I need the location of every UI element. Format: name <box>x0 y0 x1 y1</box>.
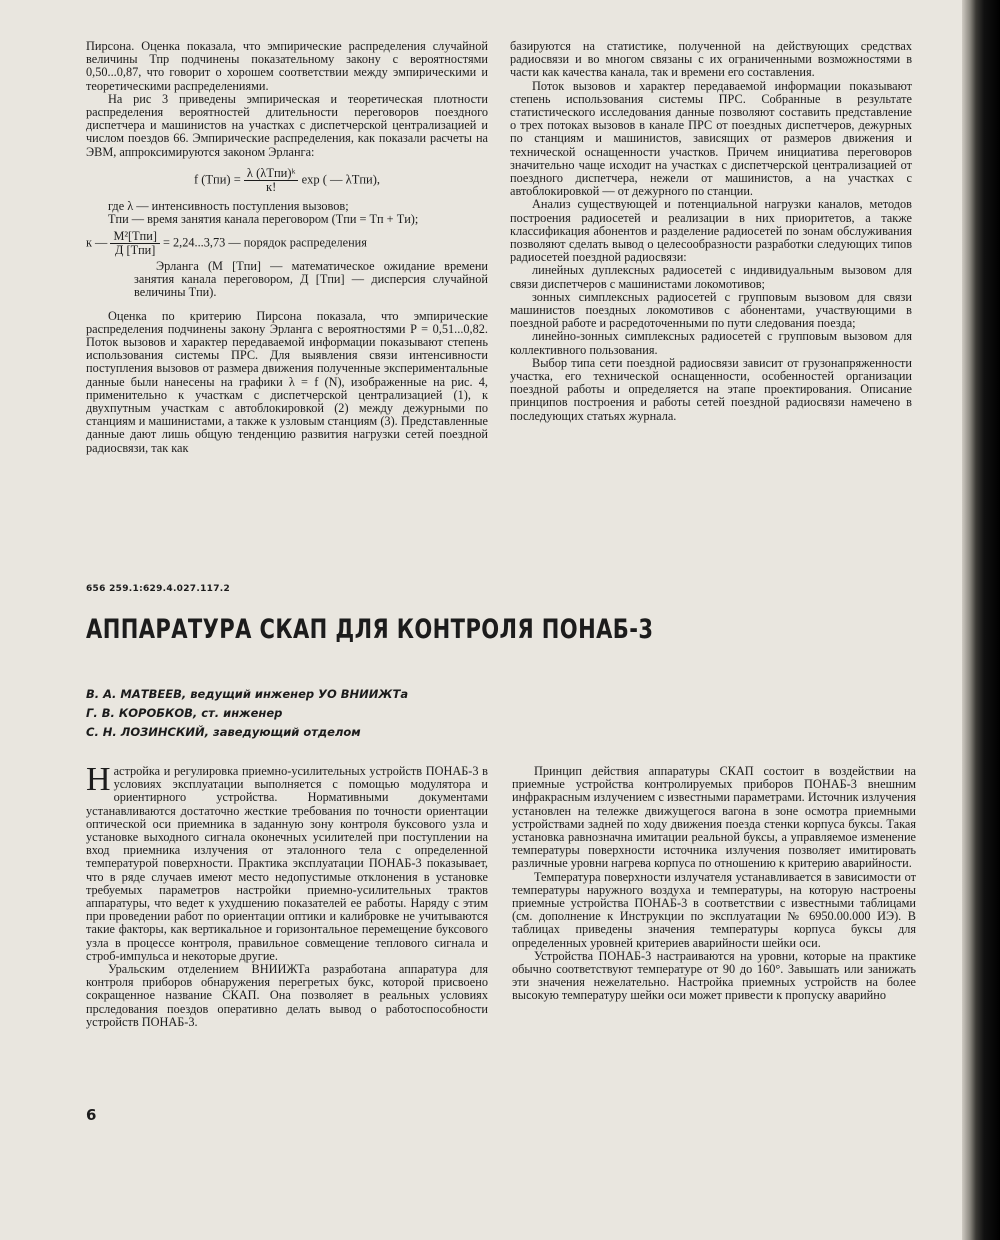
where-k-numerator: M²[Tпи] <box>110 230 159 244</box>
erlang-formula <box>86 167 488 194</box>
paragraph <box>86 761 488 963</box>
where-k-rhs: = 2,24...3,73 — порядок распределения <box>163 235 367 250</box>
paragraph: Устройства ПОНАБ-3 настраиваются на уровни, которые на практике обычно соответствуют температуре от 90 до 160°. Завышать или занижать эти значения нежелательно. Настройка приемных устройств на более высокую температуру шейки оси может привести к пропуску аварийно <box>512 948 916 1003</box>
list-paragraph: линейных дуплексных радиосетей с индивидуальным вызовом для связи диспетчеров с машинистами локомотивов; <box>510 263 912 291</box>
where-k-fraction <box>110 230 159 257</box>
formula-numerator: λ (λTпи)ᵏ <box>244 167 299 181</box>
formula-where-t: Tпи — время занятия канала переговором (Tпи = Tп + Tи); <box>108 212 419 227</box>
formula-denominator: к! <box>266 180 277 195</box>
paragraph: Поток вызовов и характер передаваемой информации показывают степень использования системы ПРС. Собранные в результате статистического исследования данные позволяют составить представление о трех потоках вызовов в канале ПРС от поездных диспетчеров, дежурных по станциям и машинистов, зависящих от размеров движения и технической оснащенности участков. Причем инициатива переговоров значительно чаще исходит на участках с диспетчерской централизацией от поездного диспетчера, нежели от машинистов, а на участках с автоблокировкой — от дежурного по станции. <box>510 78 912 199</box>
paragraph: Оценка по критерию Пирсона показала, что эмпирические распределения подчинены закону Эрланга с вероятностями P = 0,51...0,82. Поток вызовов и характер передаваемой информации показывают степень использования системы ПРС. Для выявления связи интенсивности поступления вызовов от размера движения полученные экспериментальные данные были нанесены на графики λ = f (N), изображенные на рис. 4, применительно к участкам с диспетчерской централизацией (1), к двухпутным участкам с автоблокировкой (2) между дежурными по станциям и машинистами, а также к узловым станциям (3). Представленные данные дают лишь общую тенденцию развития нагрузки сетей поездной радиосвязи, так как <box>86 308 488 455</box>
page-number: 6 <box>86 1106 97 1124</box>
book-spine-shadow <box>962 0 1000 1240</box>
paragraph-text: астройка и регулировка приемно-усилительных устройств ПОНАБ-3 в условиях эксплуатации выполняется с помощью модулятора и ориентирного устройства. Нормативными документами устанавливаются достаточно жесткие требования по точности ориентации оптической оси приемника в заданную зону контроля буксового узла и установке выходного сигнала оконечных усилителей при поступлении на вход приемника излучения от эталонного тела с определенной температурой поверхности. Практика эксплуатации ПОНАБ-3 показывает, что в ряде случаев имеют место недопустимые отклонения в установке требуемых параметров настройки приемно-усилительных трактов аппаратуры, что ведет к ухудшению показателей ее работы. Наряду с этим при проведении работ по ориентации оптики и калибровке не учитываются такие факторы, как вертикальное и горизонтальное перемещение буксового узла в процессе контроля, правильное совмещение теплового сигнала и строб-импульса и некоторые другие. <box>86 764 488 963</box>
list-paragraph: линейно-зонных симплексных радиосетей с групповым вызовом для коллективного пользования. <box>510 329 912 357</box>
paragraph: Выбор типа сети поездной радиосвязи зависит от грузонапряженности участка, его технической оснащенности, особенностей организации поездной работы и определяется на этапе проектирования. Описание принципов построения и работы сетей поездной радиосвязи намечено в последующих статьях журнала. <box>510 355 912 423</box>
drop-cap: Н <box>86 761 111 798</box>
formula-rhs: exp ( — λTпи), <box>301 172 381 187</box>
paragraph: Анализ существующей и потенциальной нагрузки каналов, методов построения радиосетей и реализации в них приоритетов, а также классификация абонентов и разделение радиосетей по зонам обслуживания позволяют сделать вывод о целесообразности разработки следующих типов радиосетей поездной радиосвязи: <box>510 197 912 265</box>
author-list <box>86 685 408 742</box>
formula-fraction <box>244 167 299 194</box>
article-title: АППАРАТУРА СКАП ДЛЯ КОНТРОЛЯ ПОНАБ-3 <box>86 614 654 645</box>
formula-lhs: f (Tпи) = <box>193 172 241 187</box>
formula-where-erlang: Эрланга (M [Tпи] — математическое ожидание времени занятия канала переговором, Д [Tпи] — дисперсия случайной величины Tпи). <box>134 259 488 300</box>
top-right-column <box>510 40 912 423</box>
paragraph: На рис 3 приведены эмпирическая и теоретическая плотности распределения вероятностей длительности переговоров поездного диспетчера и машинистов на участках с диспетчерской централизацией и числом поездов 66. Эмпирические распределения, как показали расчеты на ЭВМ, аппроксимируются законом Эрланга: <box>86 91 488 159</box>
article-left-column <box>86 761 488 1029</box>
article-right-column <box>512 765 916 1003</box>
paragraph: Уральским отделением ВНИИЖТа разработана аппаратура для контроля приборов обнаружения перегретых букс, которой присвоено сокращенное название СКАП. Она позволяет в реальных условиях прследования поездов оперативно делать вывод о работоспособности устройств ПОНАБ-3. <box>86 962 488 1029</box>
author-line: С. Н. ЛОЗИНСКИЙ, заведующий отделом <box>86 725 361 739</box>
where-k-lhs: к — <box>86 235 108 250</box>
author-line: В. А. МАТВЕЕВ, ведущий инженер УО ВНИИЖТа <box>86 687 409 701</box>
author-line: Г. В. КОРОБКОВ, ст. инженер <box>86 706 283 720</box>
udc-code: 656 259.1:629.4.027.117.2 <box>86 584 231 594</box>
paragraph: Принцип действия аппаратуры СКАП состоит в воздействии на приемные устройства контролируемых приборов ПОНАБ-3 внешним инфракрасным излучением с известными параметрами. Источник излучения установлен на тележке движущегося вагона в зоне осмотра приемными устройствами задней по ходу движения поезда стенки корпуса буксы. Такая установка равнозначна имитации реальной буксы, а управляемое изменение температуры поверхности источника излучения позволяет имитировать различные уровни нагрева корпуса по отношению к критерию аварийности. <box>512 764 916 871</box>
paragraph: Температура поверхности излучателя устанавливается в зависимости от температуры наружного воздуха и температуры, на которую настроены приемные устройства ПОНАБ-3 в соответствии с известными таблицами (см. дополнение к Инструкции по эксплуатации № 6950.00.000 ИЭ). В таблицах приведены значения температуры корпуса буксы для определенных уровней критериев аварийности шейки оси. <box>512 869 916 950</box>
paragraph: базируются на статистике, полученной на действующих средствах радиосвязи и во многом связаны с их ограниченными возможностями в части как качества канала, так и времени его составления. <box>510 39 912 80</box>
paragraph: Пирсона. Оценка показала, что эмпирические распределения случайной величины Тпр подчинены показательному закону с вероятностями 0,50...0,87, что говорит о хорошем соответствии между эмпирическими и теоретическими распределениями. <box>86 39 488 93</box>
top-left-column <box>86 40 488 455</box>
where-k-denominator: Д [Tпи] <box>115 242 156 257</box>
formula-where-lambda: где λ — интенсивность поступления вызовов; <box>108 199 349 214</box>
formula-where-k <box>86 230 488 257</box>
list-paragraph: зонных симплексных радиосетей с групповым вызовом для связи машинистов поездных локомотивов с абонентами, участвующими в поездной работе и расредоточенными по пути следования поезда; <box>510 289 912 331</box>
